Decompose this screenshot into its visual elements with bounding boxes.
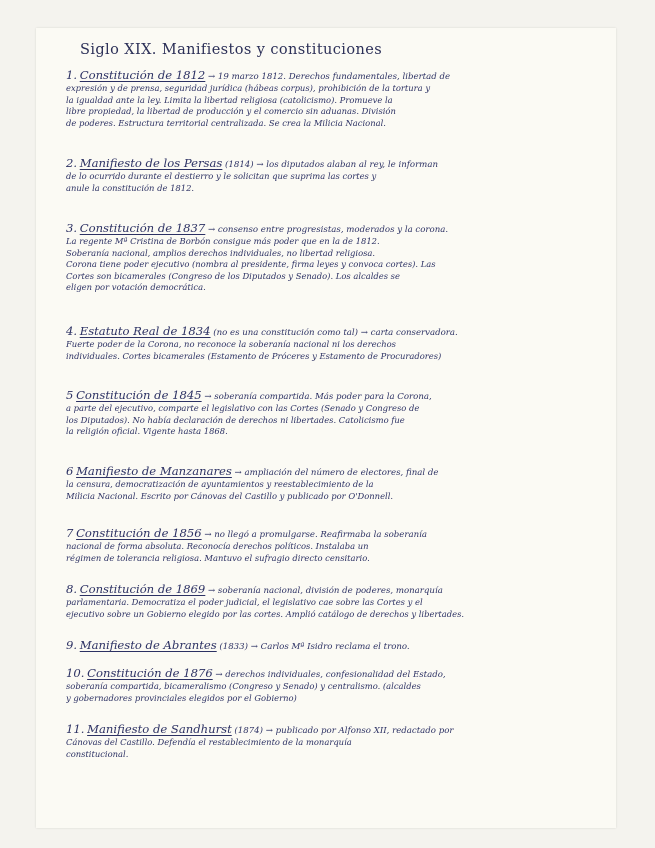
section-text-line: (1814) → los diputados alaban al rey, le informan [225, 160, 438, 170]
section-heading-line [66, 466, 604, 479]
section-heading-line [66, 528, 604, 541]
section-heading-line [66, 223, 604, 236]
section-text-line: → ampliación del número de electores, final de [234, 468, 439, 478]
section-text-line: → soberanía nacional, división de poderes, monarquía [207, 586, 443, 596]
section-text-line: Fuerte poder de la Corona, no reconoce la soberanía nacional ni los derechos [66, 339, 396, 350]
section-heading-line [66, 70, 604, 83]
section-text-line: La regente Mª Cristina de Borbón consigue más poder que en la de 1812. [66, 236, 380, 247]
section-heading-line [66, 326, 604, 339]
section-text-line: los Diputados). No había declaración de derechos ni libertades. Catolicismo fue [66, 414, 405, 425]
section-number: 10. [66, 668, 85, 680]
section-3 [66, 223, 604, 293]
section-4 [66, 326, 604, 362]
section-text-line: (1833) → Carlos Mª Isidro reclama el trono. [219, 642, 410, 652]
section-text-line: Cortes son bicamerales (Congreso de los Diputados y Senado). Los alcaldes se [66, 270, 400, 281]
section-heading-line [66, 724, 604, 737]
section-heading-line [66, 668, 604, 681]
section-10 [66, 668, 604, 704]
section-heading: Constitución de 1837 [79, 223, 206, 235]
section-text-line: (1874) → publicado por Alfonso XII, redactado por [234, 726, 454, 736]
section-7 [66, 528, 604, 564]
section-number: 4. [66, 326, 78, 338]
section-text-line: ejecutivo sobre un Gobierno elegido por las cortes. Amplió catálogo de derechos y libertades. [66, 608, 465, 619]
section-text-line: parlamentaria. Democratiza el poder judicial, el legislativo cae sobre las Cortes y el [66, 597, 423, 608]
section-8 [66, 584, 604, 620]
section-heading: Constitución de 1876 [87, 668, 213, 680]
notebook-page [36, 28, 616, 828]
section-number: 11. [66, 724, 85, 736]
section-text-line: Soberanía nacional, amplios derechos individuales, no libertad religiosa. [66, 247, 376, 258]
section-text-line: libre propiedad, la libertad de producción y el comercio sin aduanas. División [66, 106, 396, 117]
section-heading-line [66, 640, 604, 653]
section-text-line: de poderes. Estructura territorial centralizada. Se crea la Milicia Nacional. [66, 117, 386, 128]
section-number: 5 [66, 390, 74, 402]
section-9 [66, 640, 604, 653]
section-number: 9. [66, 640, 78, 652]
section-text-line: y gobernadores provinciales elegidos por el Gobierno) [66, 692, 297, 703]
section-text-line: expresión y de prensa, seguridad jurídica (hábeas corpus), prohibición de la tortura y [66, 83, 431, 94]
section-text-line: soberanía compartida, bicameralismo (Congreso y Senado) y centralismo. (alcaldes [66, 681, 421, 692]
section-text-line: la censura, democratización de ayuntamientos y reestablecimiento de la [66, 479, 374, 490]
section-text-line: nacional de forma absoluta. Reconocía derechos políticos. Instalaba un [66, 541, 369, 552]
section-2 [66, 158, 604, 194]
section-text-line: de lo ocurrido durante el destierro y le solicitan que suprima las cortes y [66, 171, 377, 182]
section-11 [66, 724, 604, 760]
section-text-line: la igualdad ante la ley. Limita la libertad religiosa (catolicismo). Promueve la [66, 94, 393, 105]
section-heading: Estatuto Real de 1834 [79, 326, 211, 338]
section-text-line: Cánovas del Castillo. Defendía el restablecimiento de la monarquía [66, 737, 352, 748]
section-number: 3. [66, 223, 78, 235]
section-number: 1. [66, 70, 78, 82]
section-text-line: Milicia Nacional. Escrito por Cánovas del Castillo y publicado por O'Donnell. [66, 490, 394, 501]
section-text-line: (no es una constitución como tal) → carta conservadora. [213, 328, 458, 338]
section-heading: Manifiesto de Abrantes [79, 640, 217, 652]
section-heading: Manifiesto de Manzanares [76, 466, 232, 478]
section-heading: Constitución de 1845 [76, 390, 202, 402]
section-6 [66, 466, 604, 502]
section-heading: Manifiesto de Sandhurst [87, 724, 232, 736]
section-text-line: la religión oficial. Vigente hasta 1868. [66, 426, 228, 437]
section-text-line: a parte del ejecutivo, comparte el legislativo con las Cortes (Senado y Congreso de [66, 403, 420, 414]
section-text-line: → no llegó a promulgarse. Reafirmaba la soberanía [204, 530, 427, 540]
section-text-line: → 19 marzo 1812. Derechos fundamentales, libertad de [207, 72, 451, 82]
section-text-line: anule la constitución de 1812. [66, 182, 195, 193]
section-text-line: → derechos individuales, confesionalidad del Estado, [215, 670, 446, 680]
page-title: Siglo XIX. Manifiestos y constituciones [80, 42, 383, 58]
section-heading-line [66, 390, 604, 403]
section-5 [66, 390, 604, 438]
section-number: 7 [66, 528, 74, 540]
section-heading-line [66, 584, 604, 597]
section-number: 8. [66, 584, 78, 596]
section-text-line: régimen de tolerancia religiosa. Mantuvo el sufragio directo censitario. [66, 552, 370, 563]
section-heading: Manifiesto de los Persas [79, 158, 223, 170]
section-text-line: eligen por votación democrática. [66, 282, 206, 293]
section-heading: Constitución de 1869 [79, 584, 206, 596]
section-heading: Constitución de 1856 [76, 528, 202, 540]
section-text-line: → consenso entre progresistas, moderados y la corona. [207, 225, 449, 235]
section-text-line: Corona tiene poder ejecutivo (nombra al presidente, firma leyes y convoca cortes). Las [66, 259, 436, 270]
section-text-line: individuales. Cortes bicamerales (Estamento de Próceres y Estamento de Procuradores) [66, 350, 442, 361]
section-heading-line [66, 158, 604, 171]
section-1 [66, 70, 604, 129]
section-heading: Constitución de 1812 [79, 70, 206, 82]
section-number: 6 [66, 466, 74, 478]
section-text-line: → soberanía compartida. Más poder para la Corona, [204, 392, 432, 402]
section-number: 2. [66, 158, 78, 170]
section-text-line: constitucional. [66, 748, 129, 759]
